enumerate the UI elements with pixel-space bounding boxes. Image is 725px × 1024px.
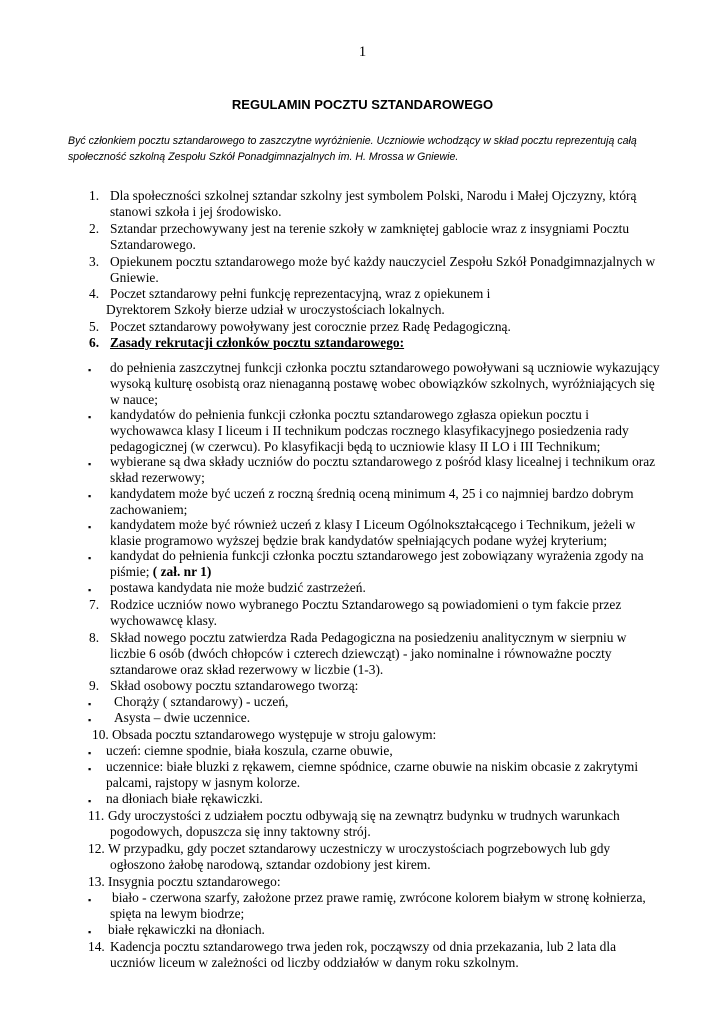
item-number: 14.	[88, 939, 105, 954]
bullet-text	[110, 564, 211, 580]
bullet-text: białe rękawiczki na dłoniach.	[108, 922, 265, 937]
bullet-text: w nauce;	[110, 392, 158, 407]
list-item-text: ogłoszono żałobę narodową, sztandar ozdobiony jest kirem.	[110, 857, 431, 872]
list-item-text: wychowawcę klasy.	[110, 613, 217, 628]
list-item-text: Skład osobowy pocztu sztandarowego tworzą:	[110, 678, 359, 693]
bullet-icon: ▪	[88, 553, 92, 563]
bullet-icon: ▪	[88, 927, 92, 937]
list-item-text: Rodzice uczniów nowo wybranego Pocztu Sztandarowego są powiadomieni o tym fakcie przez	[110, 597, 622, 612]
list-item-text: pogodowych, dopuszcza się inny taktowny strój.	[110, 824, 371, 839]
list-item-text: Dla społeczności szkolnej sztandar szkolny jest symbolem Polski, Narodu i Małej Ojczyzny, którą	[110, 188, 637, 203]
list-item-text: Poczet sztandarowy pełni funkcję reprezentacyjną, wraz z opiekunem i	[110, 286, 491, 301]
list-item-text: sztandarowe oraz skład rezerwowy w liczbie (1-3).	[110, 662, 384, 677]
bullet-text: kandydatem może być uczeń z roczną średnią oceną minimum 4, 25 i co najmniej bardzo dobrym	[110, 486, 634, 501]
section-heading: Zasady rekrutacji członków pocztu sztandarowego:	[110, 335, 405, 350]
bullet-icon: ▪	[88, 764, 92, 774]
bullet-text: uczeń: ciemne spodnie, biała koszula, czarne obuwie,	[106, 743, 393, 758]
bullet-text-part: piśmie;	[110, 564, 153, 579]
list-item-text: Skład nowego pocztu zatwierdza Rada Pedagogiczna na posiedzeniu analitycznym w sierpniu w	[110, 630, 627, 645]
bullet-text: uczennice: białe bluzki z rękawem, ciemne spódnice, czarne obuwie na niskim obcasie z zakrytymi	[106, 759, 639, 774]
list-item-text: liczbie 6 osób (dwóch chłopców i czterech dziewcząt) - jako nominalne i równoważne poczty	[110, 646, 612, 661]
bullet-icon: ▪	[88, 491, 92, 501]
item-number: 3.	[89, 254, 100, 269]
bullet-icon: ▪	[88, 748, 92, 758]
bullet-icon: ▪	[88, 522, 92, 532]
item-number: 7.	[89, 597, 100, 612]
attachment-reference: ( zał. nr 1)	[152, 564, 212, 579]
bullet-text: pedagogicznej (w czerwcu). Po klasyfikacji będą to uczniowie klasy II LO i III Technikum;	[110, 439, 601, 454]
bullet-icon: ▪	[88, 365, 92, 375]
bullet-icon: ▪	[88, 585, 92, 595]
list-item-text: Dyrektorem Szkoły bierze udział w uroczystościach lokalnych.	[106, 302, 445, 317]
item-number: 6.	[89, 335, 100, 350]
item-number: 12.	[88, 841, 105, 856]
intro-paragraph	[68, 133, 668, 165]
bullet-text: Asysta – dwie uczennice.	[114, 710, 251, 725]
list-item-text: W przypadku, gdy poczet sztandarowy uczestniczy w uroczystościach pogrzebowych lub gdy	[108, 841, 611, 856]
page-number: 1	[358, 44, 367, 60]
bullet-text: wybierane są dwa składy uczniów do pocztu sztandarowego z pośród klasy licealnej i technikum oraz	[110, 454, 656, 469]
list-item-text: Sztandar przechowywany jest na terenie szkoły w zamkniętej gablocie wraz z insygniami Pocztu	[110, 221, 630, 236]
bullet-text: wychowawca klasy I liceum i II technikum podczas rocznego klasyfikacyjnego posiedzenia rady	[110, 423, 629, 438]
item-number: 4.	[89, 286, 100, 301]
list-item-text: Gniewie.	[110, 270, 159, 285]
bullet-text: palcami, rajstopy w jasnym kolorze.	[106, 775, 301, 790]
list-item-text: Poczet sztandarowy powoływany jest corocznie przez Radę Pedagogiczną.	[110, 319, 511, 334]
bullet-text: kandydatów do pełnienia funkcji członka pocztu sztandarowego zgłasza opiekun pocztu i	[110, 407, 589, 422]
bullet-text: Chorąży ( sztandarowy) - uczeń,	[114, 694, 289, 709]
bullet-text: skład rezerwowy;	[110, 470, 205, 485]
item-number: 8.	[89, 630, 100, 645]
list-item-text: Kadencja pocztu sztandarowego trwa jeden rok, począwszy od dnia przekazania, lub 2 lata dla	[110, 939, 617, 954]
list-item-text: Opiekunem pocztu sztandarowego może być każdy nauczyciel Zespołu Szkół Ponadgimnazjalnych w	[110, 254, 656, 269]
intro-line: społeczność szkolną Zespołu Szkół Ponadgimnazjalnych im. H. Mrossa w Gniewie.	[68, 151, 459, 163]
bullet-icon: ▪	[88, 699, 92, 709]
item-number: 9.	[89, 678, 100, 693]
bullet-icon: ▪	[88, 796, 92, 806]
item-number: 11.	[88, 808, 105, 823]
bullet-icon: ▪	[88, 895, 92, 905]
list-item-text: Insygnia pocztu sztandarowego:	[108, 874, 281, 889]
item-number: 1.	[89, 188, 100, 203]
item-number: 13.	[88, 874, 105, 889]
bullet-text: wysoką kulturę osobistą oraz nienaganną postawę wobec obowiązków szkolnych, wyróżniających się	[110, 376, 655, 391]
list-item-text: stanowi szkoła i jej środowisko.	[110, 204, 282, 219]
bullet-text: zachowaniem;	[110, 502, 188, 517]
bullet-text: postawa kandydata nie może budzić zastrzeżeń.	[110, 580, 366, 595]
bullet-text: spięta na lewym biodrze;	[110, 906, 245, 921]
bullet-icon: ▪	[88, 715, 92, 725]
bullet-icon: ▪	[88, 412, 92, 422]
bullet-icon: ▪	[88, 459, 92, 469]
list-item-text: Sztandarowego.	[110, 237, 196, 252]
list-item-text: Gdy uroczystości z udziałem pocztu odbywają się na zewnątrz budynku w trudnych warunkach	[108, 808, 620, 823]
item-number: 5.	[89, 319, 100, 334]
intro-line: Być członkiem pocztu sztandarowego to zaszczytne wyróżnienie. Uczniowie wchodzący w skład pocztu reprezentują całą	[68, 135, 637, 147]
list-item-text: uczniów liceum w zależności od liczby oddziałów w danym roku szkolnym.	[110, 955, 519, 970]
bullet-text: kandydat do pełnienia funkcji członka pocztu sztandarowego jest zobowiązany wyrażenia zgody na	[110, 548, 644, 563]
bullet-text: kandydatem może być również uczeń z klasy I Liceum Ogólnokształcącego i Technikum, jeżeli w	[110, 517, 636, 532]
document-title: REGULAMIN POCZTU SZTANDAROWEGO	[231, 97, 494, 112]
item-number: 10.	[92, 727, 109, 742]
item-number: 2.	[89, 221, 100, 236]
bullet-text: klasie programowo wyższej będzie brak kandydatów spełniających podane wyżej kryterium;	[110, 533, 608, 548]
list-item-text: Obsada pocztu sztandarowego występuje w stroju galowym:	[112, 727, 437, 742]
bullet-text: do pełnienia zaszczytnej funkcji członka pocztu sztandarowego powoływani są uczniowie wykazujący	[110, 360, 660, 375]
bullet-text: biało - czerwona szarfy, założone przez prawe ramię, zwrócone kolorem białym w stronę kołnierza,	[112, 890, 646, 905]
bullet-text: na dłoniach białe rękawiczki.	[106, 791, 263, 806]
